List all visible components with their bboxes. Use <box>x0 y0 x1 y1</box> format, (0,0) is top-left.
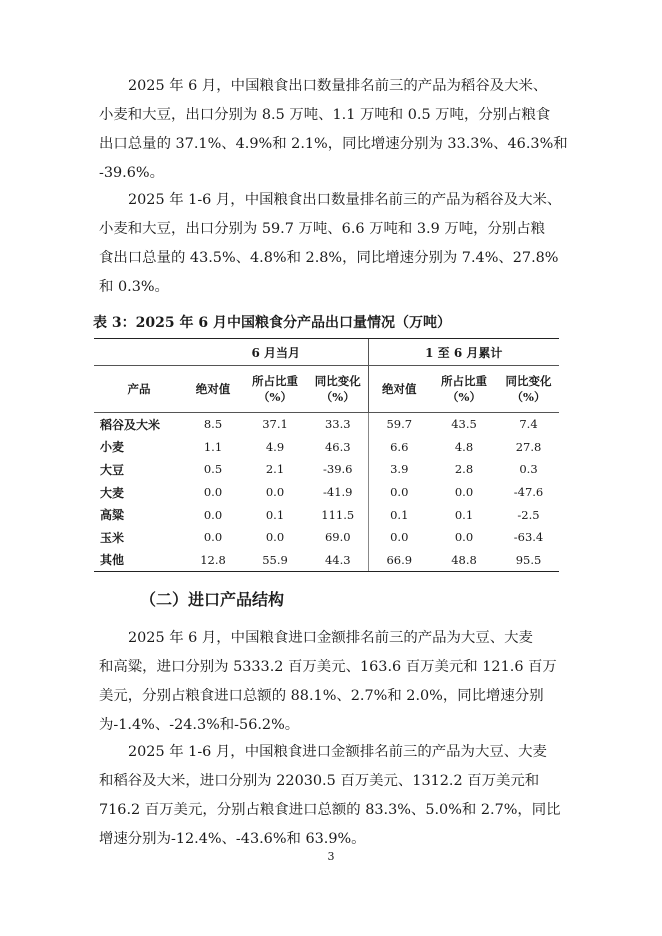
cumulative-yoy: 0.3 <box>519 462 538 477</box>
cumulative-yoy: -63.4 <box>513 530 544 545</box>
cumulative-absolute: 0.0 <box>368 526 430 549</box>
paragraph-import-jan-jun <box>99 738 577 854</box>
month-yoy: 111.5 <box>321 507 355 522</box>
cumulative-yoy: -2.5 <box>517 507 540 522</box>
cumulative-yoy: 95.5 <box>498 549 559 572</box>
text-line: 食出口总量的 43.5%、4.8%和 2.8%，同比增速分别为 7.4%、27.8% <box>99 250 559 266</box>
text-line: 小麦和大豆，出口分别为 8.5 万吨、1.1 万吨和 0.5 万吨，分别占粮食 <box>99 107 551 123</box>
cumulative-share: 43.5 <box>451 417 477 432</box>
paragraph-export-jan-jun <box>99 186 577 302</box>
col-header-share-unit: （%） <box>258 390 292 404</box>
col-header-share-label: 所占比重 <box>252 374 298 388</box>
month-yoy: 44.3 <box>308 549 368 572</box>
product-name: 小麦 <box>100 440 125 455</box>
col-header-yoy <box>308 366 368 413</box>
month-absolute: 8.5 <box>203 417 223 432</box>
table-row <box>94 503 559 526</box>
product-name: 大豆 <box>100 462 125 477</box>
table-row <box>94 413 559 436</box>
text-line: 2025 年 6 月，中国粮食进口金额排名前三的产品为大豆、大麦 <box>128 630 533 646</box>
col-header-yoy <box>498 366 559 413</box>
cumulative-yoy: 27.8 <box>515 439 542 454</box>
table-row <box>94 481 559 504</box>
text-line: 2025 年 1-6 月，中国粮食出口数量排名前三的产品为稻谷及大米、 <box>128 192 562 208</box>
table-row <box>94 436 559 459</box>
cumulative-share: 2.8 <box>454 462 474 477</box>
text-line: 2025 年 1-6 月，中国粮食进口金额排名前三的产品为大豆、大麦 <box>128 744 547 760</box>
month-yoy: 69.0 <box>324 530 351 545</box>
cumulative-yoy: 7.4 <box>519 417 538 432</box>
col-header-yoy-label: 同比变化 <box>314 374 361 388</box>
col-header-absolute: 绝对值 <box>368 366 430 413</box>
month-share: 0.1 <box>265 507 285 522</box>
month-yoy: 46.3 <box>324 439 351 454</box>
cumulative-share: 48.8 <box>430 549 498 572</box>
month-absolute: 0.0 <box>203 530 223 545</box>
product-name: 其他 <box>94 549 184 572</box>
export-table <box>94 338 559 572</box>
text-line: 和稻谷及大米，进口分别为 22030.5 百万美元、1312.2 百万美元和 <box>99 773 540 789</box>
col-header-product: 产品 <box>94 366 184 413</box>
month-absolute: 0.0 <box>203 485 223 500</box>
month-yoy: -39.6 <box>323 462 353 477</box>
cumulative-absolute: 66.9 <box>368 549 430 572</box>
cumulative-absolute: 59.7 <box>368 413 430 436</box>
text-line: 为-1.4%、-24.3%和-56.2%。 <box>99 717 300 733</box>
text-line: 2025 年 6 月，中国粮食出口数量排名前三的产品为稻谷及大米、 <box>128 78 548 94</box>
month-absolute: 0.0 <box>203 507 223 522</box>
section-heading: （二）进口产品结构 <box>140 590 285 609</box>
text-line: 小麦和大豆，出口分别为 59.7 万吨、6.6 万吨和 3.9 万吨，分别占粮 <box>99 221 546 237</box>
col-header-share <box>242 366 308 413</box>
table-caption: 表 3：2025 年 6 月中国粮食分产品出口量情况（万吨） <box>93 315 451 331</box>
paragraph-export-june <box>99 72 577 188</box>
col-header-yoy-label: 同比变化 <box>505 374 552 388</box>
group-header-cumulative: 1 至 6 月累计 <box>368 339 559 366</box>
col-header-absolute: 绝对值 <box>184 366 242 413</box>
month-absolute: 1.1 <box>203 439 223 454</box>
month-share: 0.0 <box>265 485 285 500</box>
cumulative-share: 0.1 <box>454 507 474 522</box>
text-line: 和 0.3%。 <box>99 279 169 295</box>
text-line: 和高粱，进口分别为 5333.2 百万美元、163.6 百万美元和 121.6 百万 <box>99 659 557 675</box>
month-share: 55.9 <box>242 549 308 572</box>
page-number: 3 <box>327 850 335 863</box>
product-name: 大麦 <box>100 485 125 500</box>
product-name: 稻谷及大米 <box>100 417 161 432</box>
cumulative-absolute: 6.6 <box>368 436 430 459</box>
product-name: 高粱 <box>100 508 125 523</box>
cumulative-absolute: 0.0 <box>368 481 430 504</box>
month-yoy: -41.9 <box>323 485 353 500</box>
col-header-share-unit: （%） <box>447 390 481 404</box>
cumulative-absolute: 3.9 <box>368 458 430 481</box>
table-row <box>94 526 559 549</box>
month-share: 4.9 <box>265 439 285 454</box>
cumulative-absolute: 0.1 <box>368 503 430 526</box>
cumulative-share: 4.8 <box>454 439 474 454</box>
table-row <box>94 458 559 481</box>
month-share: 37.1 <box>262 417 288 432</box>
month-absolute: 0.5 <box>203 462 223 477</box>
table-row <box>94 549 559 572</box>
col-header-share-label: 所占比重 <box>441 374 487 388</box>
paragraph-import-june <box>99 624 577 740</box>
cumulative-share: 0.0 <box>454 485 474 500</box>
month-yoy: 33.3 <box>324 417 351 432</box>
text-line: -39.6%。 <box>99 165 164 181</box>
col-header-yoy-unit: （%） <box>511 390 546 404</box>
text-line: 716.2 百万美元，分别占粮食进口总额的 83.3%、5.0%和 2.7%，同比 <box>99 802 561 818</box>
table-corner-cell <box>94 339 184 366</box>
month-share: 0.0 <box>265 530 285 545</box>
group-header-month: 6 月当月 <box>184 339 368 366</box>
month-absolute: 12.8 <box>184 549 242 572</box>
col-header-yoy-unit: （%） <box>320 390 355 404</box>
cumulative-share: 0.0 <box>454 530 474 545</box>
text-line: 增速分别为-12.4%、-43.6%和 63.9%。 <box>99 831 366 847</box>
col-header-share <box>430 366 498 413</box>
text-line: 美元，分别占粮食进口总额的 88.1%、2.7%和 2.0%，同比增速分别 <box>99 688 544 704</box>
text-line: 出口总量的 37.1%、4.9%和 2.1%，同比增速分别为 33.3%、46.3%和 <box>99 136 568 152</box>
product-name: 玉米 <box>100 530 125 545</box>
cumulative-yoy: -47.6 <box>513 485 544 500</box>
month-share: 2.1 <box>265 462 285 477</box>
